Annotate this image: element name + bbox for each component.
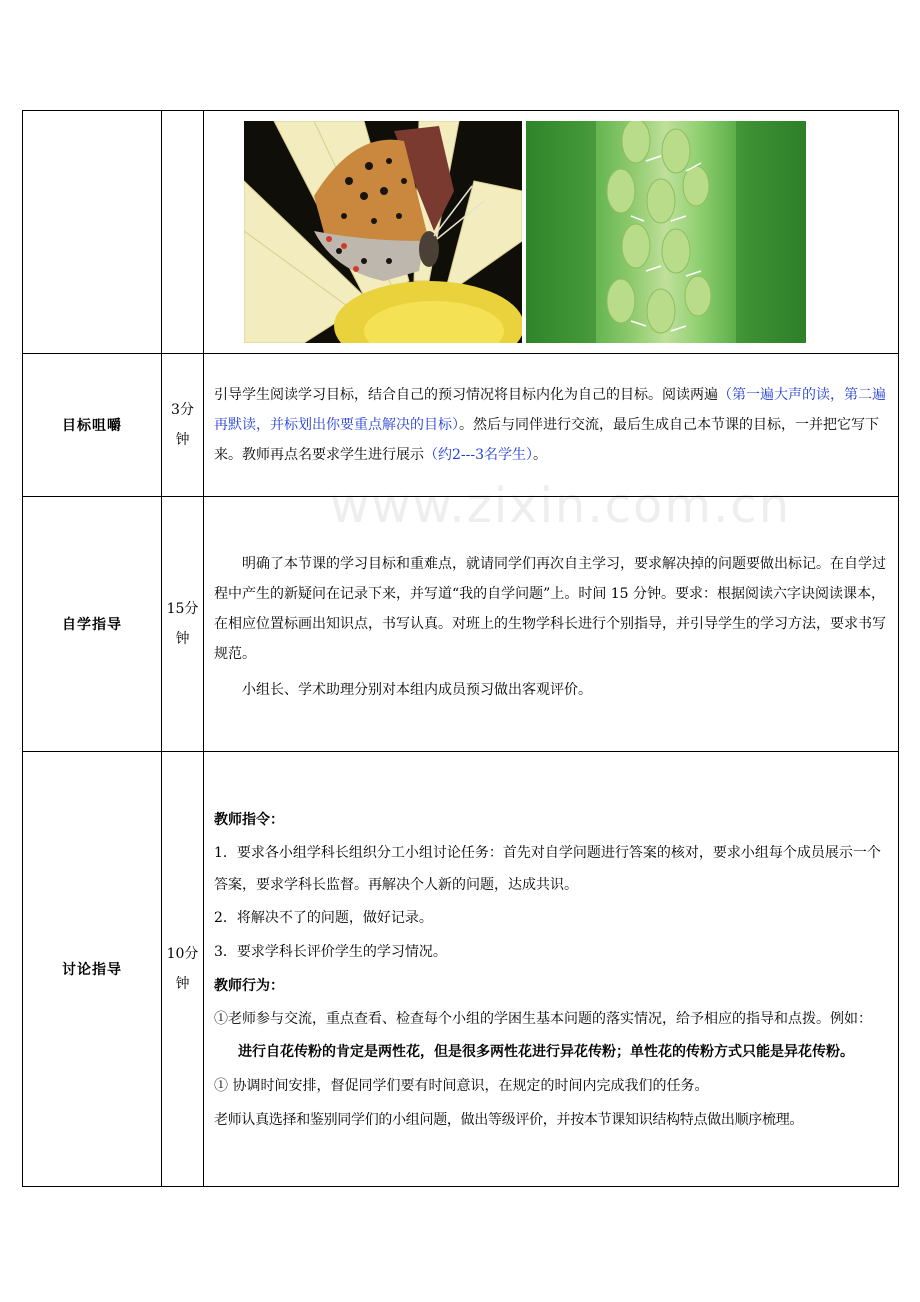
discussion-content [204, 752, 899, 1187]
goal-row [23, 354, 899, 497]
discussion-label: 讨论指导 [23, 752, 162, 1187]
behavior-item-3: 老师认真选择和鉴别同学们的小组问题，做出等级评价，并按本节课知识结构特点做出顺序梳理。 [214, 1112, 804, 1128]
photos [244, 121, 806, 343]
watermark: www.zixin.com.cn [330, 478, 792, 534]
goal-text-student-count: （约2---3名学生） [424, 447, 534, 463]
teacher-instruction-heading: 教师指令： [214, 812, 284, 828]
discussion-time: 10分钟 [162, 752, 204, 1187]
photo-row-time-cell [162, 111, 204, 354]
photo-row [23, 111, 899, 354]
self-study-para1: 明确了本节课的学习目标和重难点，就请同学们再次自主学习，要求解决掉的问题要做出标记。在自学过程中产生的新疑问在记录下来，并写道“我的自学问题”上。时间 15 分钟。要求：根据阅读六字诀阅读课本，在相应位置标画出知识点，书写认真。对班上的生物学科长进行个别指导，并引导学生的学习方法，要求书写规范。 [214, 556, 886, 662]
goal-text-a: 引导学生阅读学习目标，结合自己的预习情况将目标内化为自己的目标。阅读两遍 [214, 387, 718, 403]
goal-label: 目标咀嚼 [23, 354, 162, 497]
goal-text-reading-note: （第一遍大声的读，第二遍再默读，并标划出你要重点解决的目标） [214, 387, 886, 433]
photo-cell [204, 111, 899, 354]
pollination-example: 进行自花传粉的肯定是两性花，但是很多两性花进行异花传粉；单性花的传粉方式只能是异花传粉。 [238, 1044, 854, 1060]
teacher-behavior-heading: 教师行为： [214, 978, 284, 994]
goal-text-c: 。然后与同伴进行交流，最后生成自己本节课的目标，一并把它写下来。教师再点名要求学生进行展示 [214, 417, 879, 463]
photo-row-label-cell [23, 111, 162, 354]
self-study-para2: 小组长、学术助理分别对本组内成员预习做出客观评价。 [242, 682, 592, 698]
behavior-item-1: ①老师参与交流，重点查看、检查每个小组的学困生基本问题的落实情况，给予相应的指导和点拨。例如： [214, 1011, 872, 1027]
grass-flower-spike-photo [526, 121, 806, 343]
instruction-item-1: 1．要求各小组学科长组织分工小组讨论任务：首先对自学问题进行答案的核对，要求小组每个成员展示一个答案，要求学科长监督。再解决个人新的问题，达成共识。 [214, 845, 881, 893]
goal-text [214, 380, 888, 470]
behavior-item-2: ① 协调时间安排，督促同学们要有时间意识，在规定的时间内完成我们的任务。 [214, 1078, 709, 1094]
self-study-content [204, 497, 899, 752]
self-study-row [23, 497, 899, 752]
butterfly-on-flower-photo [244, 121, 522, 343]
self-study-label: 自学指导 [23, 497, 162, 752]
goal-content [204, 354, 899, 497]
goal-time: 3分钟 [162, 354, 204, 497]
goal-text-e: 。 [533, 447, 548, 463]
instruction-item-3: 3．要求学科长评价学生的学习情况。 [214, 944, 447, 960]
lesson-plan-table [22, 110, 898, 1187]
self-study-time: 15分钟 [162, 497, 204, 752]
instruction-item-2: 2．将解决不了的问题，做好记录。 [214, 910, 433, 926]
discussion-row [23, 752, 899, 1187]
